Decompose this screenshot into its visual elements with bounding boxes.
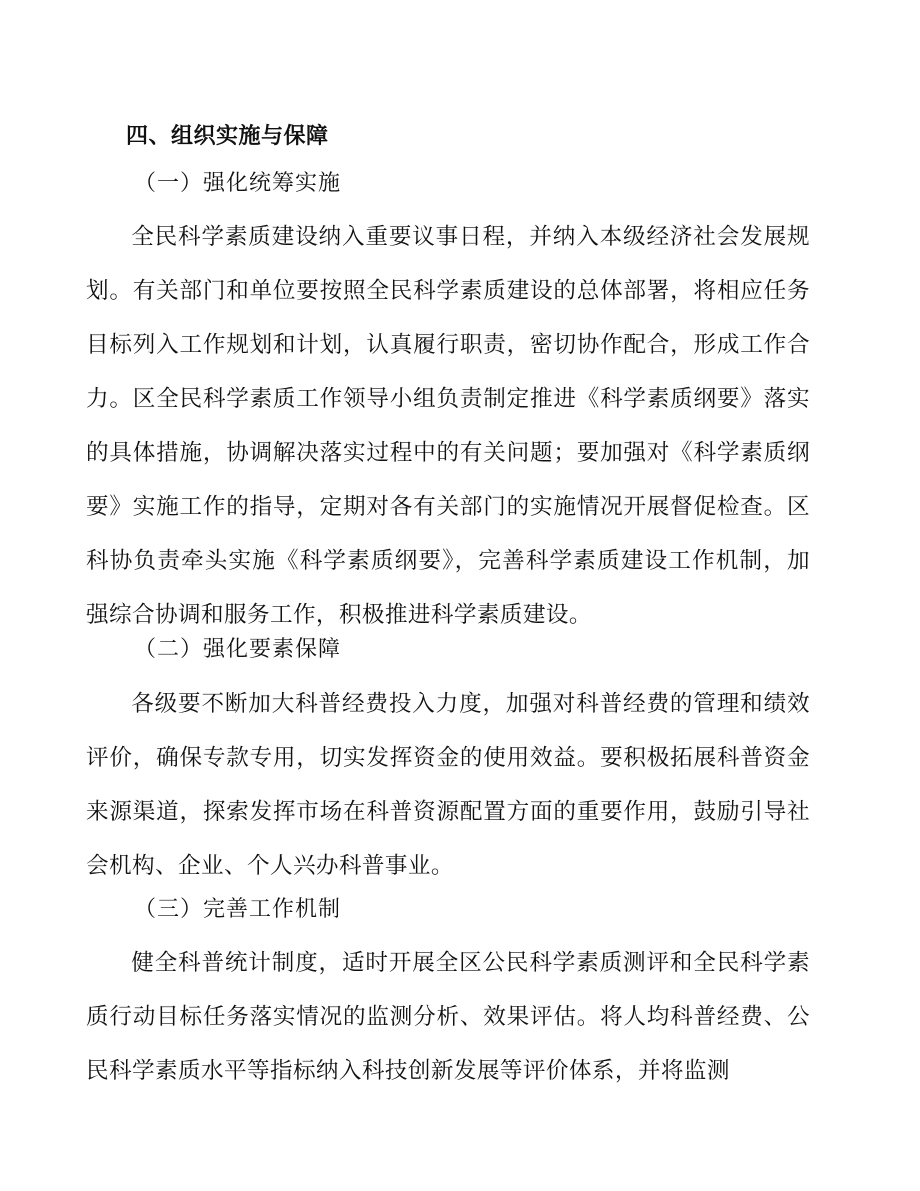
subsection-title-1: （一）强化统筹实施 [134,171,342,196]
subsection-body-3: 健全科普统计制度，适时开展全区公民科学素质测评和全民科学素质行动目标任务落实情况的监测分析、效果评估。将人均科普经费、公民科学素质水平等指标纳入科技创新发展等评价体系，并将监测 [86,950,810,1084]
subsection-body-2: 各级要不断加大科普经费投入力度，加强对科普经费的管理和绩效评价，确保专款专用，切实发挥资金的使用效益。要积极拓展科普资金来源渠道，探索发挥市场在科普资源配置方面的重要作用，鼓励引导社会机构、企业、个人兴办科普事业。 [86,691,810,879]
subsection-title-3: （三）完善工作机制 [134,897,342,922]
section-heading: 四、组织实施与保障 [126,123,329,149]
subsection-title-2: （二）强化要素保障 [134,637,342,662]
subsection-body-1: 全民科学素质建设纳入重要议事日程，并纳入本级经济社会发展规划。有关部门和单位要按照全民科学素质建设的总体部署，将相应任务目标列入工作规划和计划，认真履行职责，密切协作配合，形成工作合力。区全民科学素质工作领导小组负责制定推进《科学素质纲要》落实的具体措施，协调解决落实过程中的有关问题；要加强对《科学素质纲要》实施工作的指导，定期对各有关部门的实施情况开展督促检查。区科协负责牵头实施《科学素质纲要》，完善科学素质建设工作机制，加强综合协调和服务工作，积极推进科学素质建设。 [86,224,810,628]
